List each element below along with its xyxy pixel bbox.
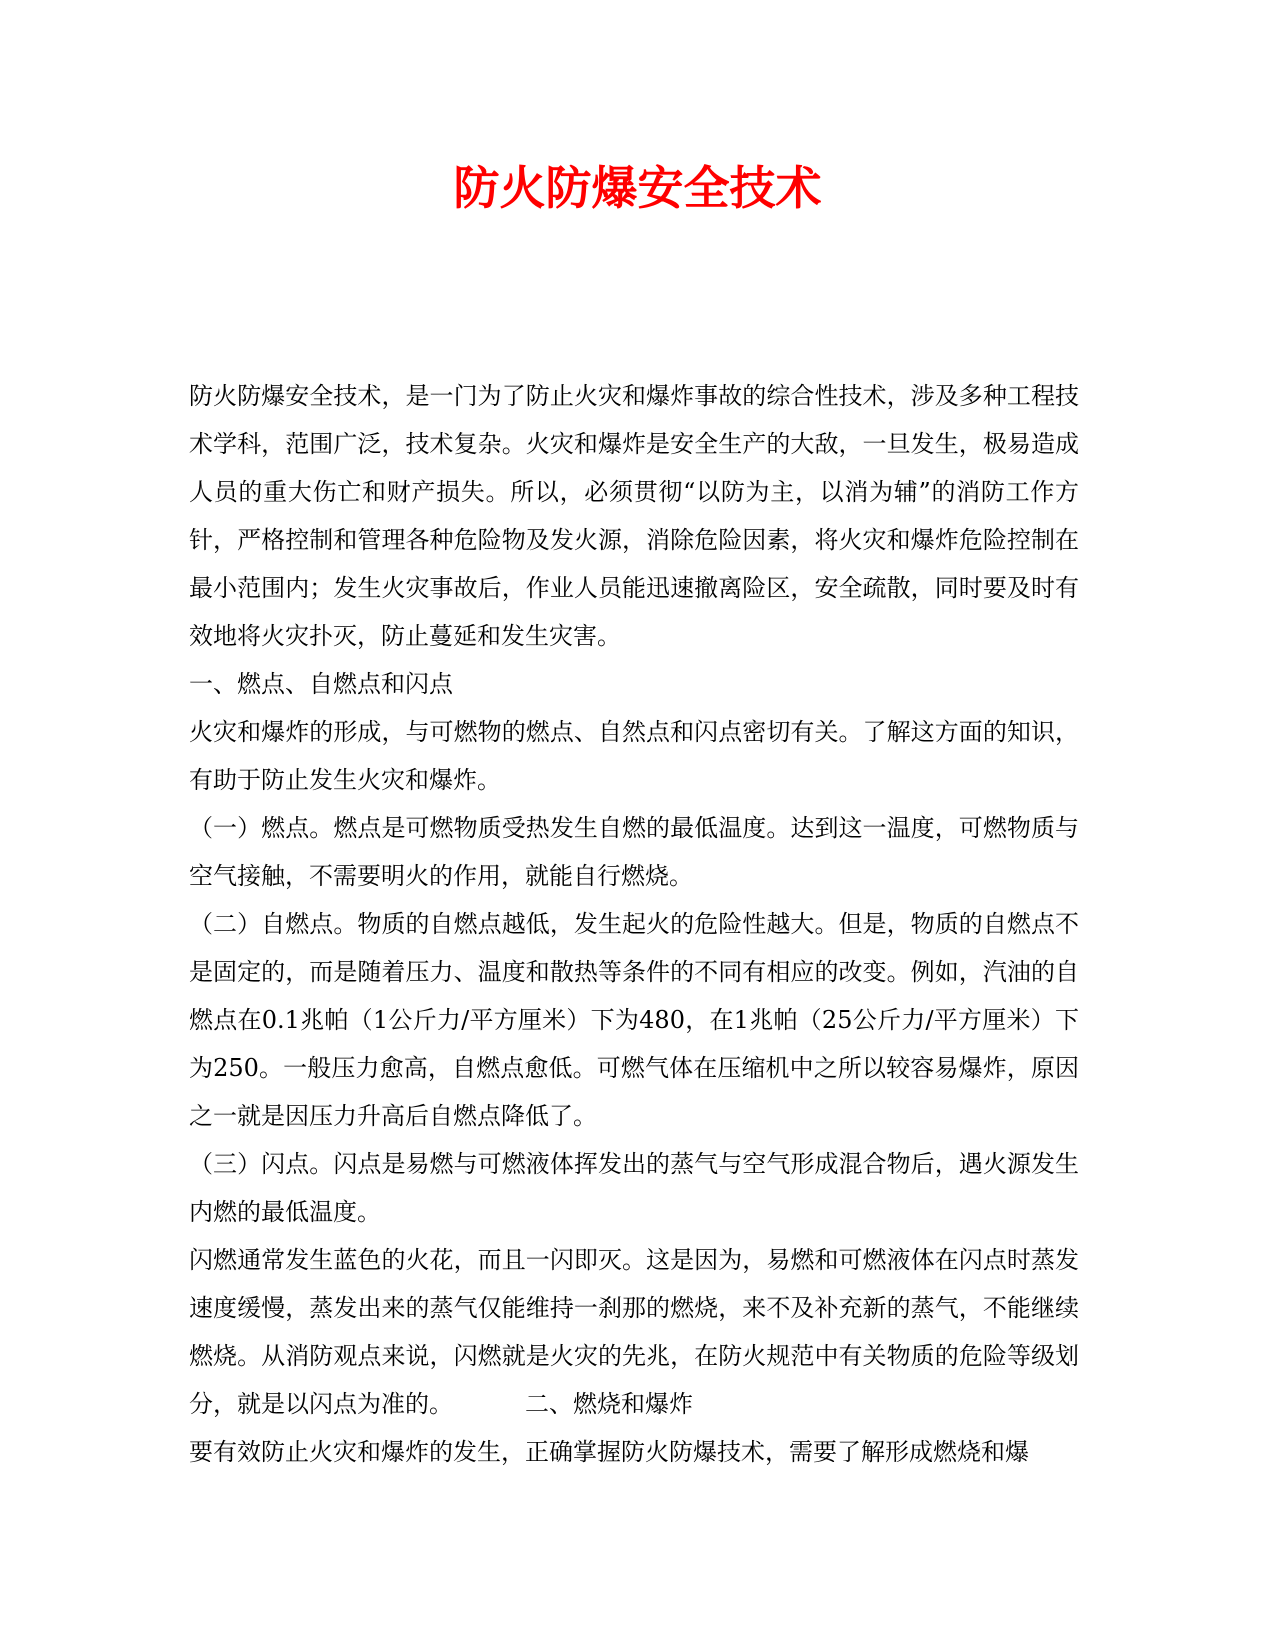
flash-combustion-paragraph: 闪燃通常发生蓝色的火花，而且一闪即灭。这是因为，易燃和可燃液体在闪点时蒸发速度缓慢，蒸发出来的蒸气仅能维持一刹那的燃烧，来不及补充新的蒸气，不能继续燃烧。从消防观点来说，闪燃就是火灾的先兆，在防火规范中有关物质的危险等级划分，就是以闪点为准的。 [189,1246,1079,1418]
intro-paragraph: 防火防爆安全技术，是一门为了防止火灾和爆炸事故的综合性技术，涉及多种工程技术学科，范围广泛，技术复杂。火灾和爆炸是安全生产的大敌，一旦发生，极易造成人员的重大伤亡和财产损失。所以，必须贯彻“以防为主，以消为辅”的消防工作方针，严格控制和管理各种危险物及发火源，消除危险因素，将火灾和爆炸危险控制在最小范围内；发生火灾事故后，作业人员能迅速撤离险区，安全疏散，同时要及时有效地将火灾扑灭，防止蔓延和发生灾害。 [189,382,1079,650]
section-one-intro-paragraph: 火灾和爆炸的形成，与可燃物的燃点、自然点和闪点密切有关。了解这方面的知识，有助于防止发生火灾和爆炸。 [189,718,1079,794]
document-body [189,372,1079,1476]
section-two-heading: 二、燃烧和爆炸 [525,1390,693,1418]
section-one-heading: 一、燃点、自燃点和闪点 [189,670,453,698]
section-two-intro-paragraph: 要有效防止火灾和爆炸的发生，正确掌握防火防爆技术，需要了解形成燃烧和爆 [189,1438,1029,1466]
flash-point-paragraph: （三）闪点。闪点是易燃与可燃液体挥发出的蒸气与空气形成混合物后，遇火源发生内燃的最低温度。 [189,1150,1079,1226]
autoignition-point-paragraph: （二）自燃点。物质的自燃点越低，发生起火的危险性越大。但是，物质的自燃点不是固定的，而是随着压力、温度和散热等条件的不同有相应的改变。例如，汽油的自燃点在0.1兆帕（1公斤力/平方厘米）下为480，在1兆帕（25公斤力/平方厘米）下为250。一般压力愈高，自燃点愈低。可燃气体在压缩机中之所以较容易爆炸，原因之一就是因压力升高后自燃点降低了。 [189,910,1079,1130]
flash-combustion-block [189,1236,1079,1428]
document-title: 防火防爆安全技术 [453,161,822,215]
ignition-point-paragraph: （一）燃点。燃点是可燃物质受热发生自燃的最低温度。达到这一温度，可燃物质与空气接触，不需要明火的作用，就能自行燃烧。 [189,814,1079,890]
